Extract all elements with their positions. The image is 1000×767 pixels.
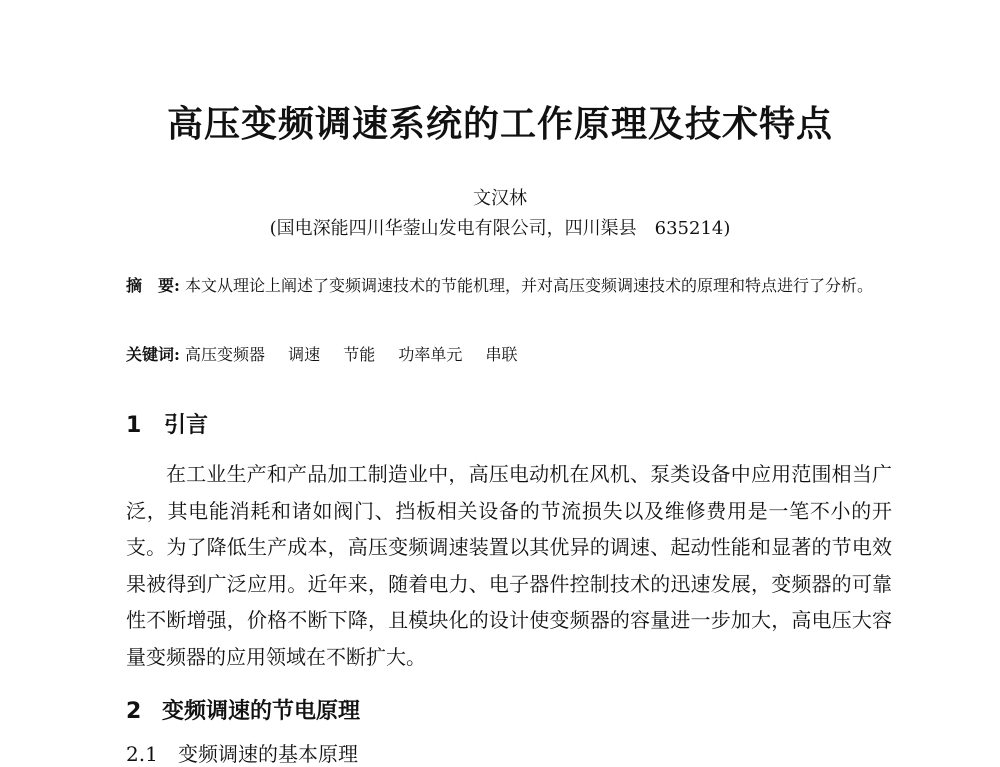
subsection-number: 2.1 bbox=[126, 742, 158, 766]
keywords-label: 关键词: bbox=[126, 345, 180, 364]
abstract-label: 摘 要: bbox=[126, 276, 180, 295]
section-2-1-heading bbox=[126, 738, 358, 767]
paper-title: 高压变频调速系统的工作原理及技术特点 bbox=[166, 104, 833, 145]
abstract-text: 本文从理论上阐述了变频调速技术的节能机理，并对高压变频调速技术的原理和特点进行了分析。 bbox=[185, 276, 874, 295]
author-name: 文汉林 bbox=[473, 188, 527, 209]
section-number: 2 bbox=[126, 699, 142, 724]
section-2-heading bbox=[126, 694, 360, 725]
section-number: 1 bbox=[126, 413, 142, 438]
abstract bbox=[126, 271, 894, 301]
section-1-heading bbox=[126, 408, 208, 439]
section-title: 引言 bbox=[164, 413, 209, 438]
section-1-paragraph: 在工业生产和产品加工制造业中，高压电动机在风机、泵类设备中应用范围相当广泛，其电能消耗和诸如阀门、挡板相关设备的节流损失以及维修费用是一笔不小的开支。为了降低生产成本，高压变频调速装置以其优异的调速、起动性能和显著的节电效果被得到广泛应用。近年来，随着电力、电子器件控制技术的迅速发展，变频器的可靠性不断增强，价格不断下降，且模块化的设计使变频器的容量进一步加大，高电压大容量变频器的应用领域在不断扩大。 bbox=[126, 462, 892, 669]
subsection-title: 变频调速的基本原理 bbox=[178, 742, 358, 766]
author-affiliation: (国电深能四川华蓥山发电有限公司，四川渠县 635214) bbox=[269, 218, 731, 239]
keyword-item: 功率单元 bbox=[398, 345, 463, 364]
section-title: 变频调速的节电原理 bbox=[162, 699, 361, 724]
keyword-item: 调速 bbox=[288, 345, 321, 364]
keyword-item: 高压变频器 bbox=[185, 345, 266, 364]
keyword-item: 节能 bbox=[343, 345, 376, 364]
keywords bbox=[126, 340, 894, 370]
keyword-item: 串联 bbox=[485, 345, 518, 364]
